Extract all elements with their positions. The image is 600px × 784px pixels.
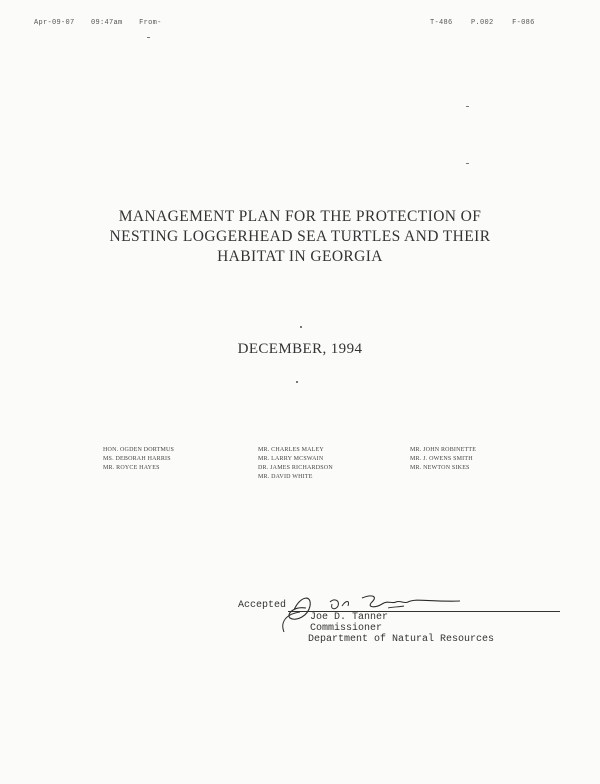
member-name: MR. ROYCE HAYES	[103, 465, 160, 471]
signer-name: Joe D. Tanner	[310, 612, 389, 623]
signer-department: Department of Natural Resources	[308, 634, 495, 645]
fax-time: 09:47am	[91, 19, 123, 27]
scan-speck	[300, 326, 302, 328]
scan-speck	[147, 37, 150, 38]
fax-date: Apr-09-07	[34, 19, 75, 27]
fax-from: From-	[139, 19, 162, 27]
member-column-1	[103, 446, 174, 473]
member-name: DR. JAMES RICHARDSON	[258, 465, 333, 471]
document-title	[40, 207, 560, 267]
member-name: MR. DAVID WHITE	[258, 474, 313, 480]
member-column-3	[410, 446, 476, 473]
member-name: HON. OGDEN DORTMUS	[103, 447, 175, 453]
member-name: MS. DEBORAH HARRIS	[103, 456, 171, 462]
signer-title: Commissioner	[310, 623, 383, 634]
title-line: MANAGEMENT PLAN FOR THE PROTECTION OF	[118, 208, 482, 225]
scan-speck	[296, 381, 298, 383]
fax-page-code: T-486	[430, 19, 453, 27]
member-column-2	[258, 446, 333, 482]
scan-speck	[466, 106, 469, 107]
fax-form-code: F-086	[512, 19, 535, 27]
signer-block	[310, 612, 494, 645]
member-name: MR. JOHN ROBINETTE	[410, 447, 477, 453]
member-name: MR. NEWTON SIKES	[410, 465, 470, 471]
title-line: NESTING LOGGERHEAD SEA TURTLES AND THEIR	[109, 228, 491, 245]
member-name: MR. J. OWENS SMITH	[410, 456, 473, 462]
accepted-label: Accepted	[238, 600, 287, 611]
document-date: DECEMBER, 1994	[237, 341, 363, 357]
fax-header-left	[34, 19, 174, 27]
member-name: MR. CHARLES MALEY	[258, 447, 324, 453]
scan-speck	[466, 163, 469, 164]
title-line: HABITAT IN GEORGIA	[217, 248, 383, 265]
fax-page-number: P.002	[471, 19, 494, 27]
member-name: MR. LARRY MCSWAIN	[258, 456, 324, 462]
fax-header-right	[430, 19, 549, 27]
